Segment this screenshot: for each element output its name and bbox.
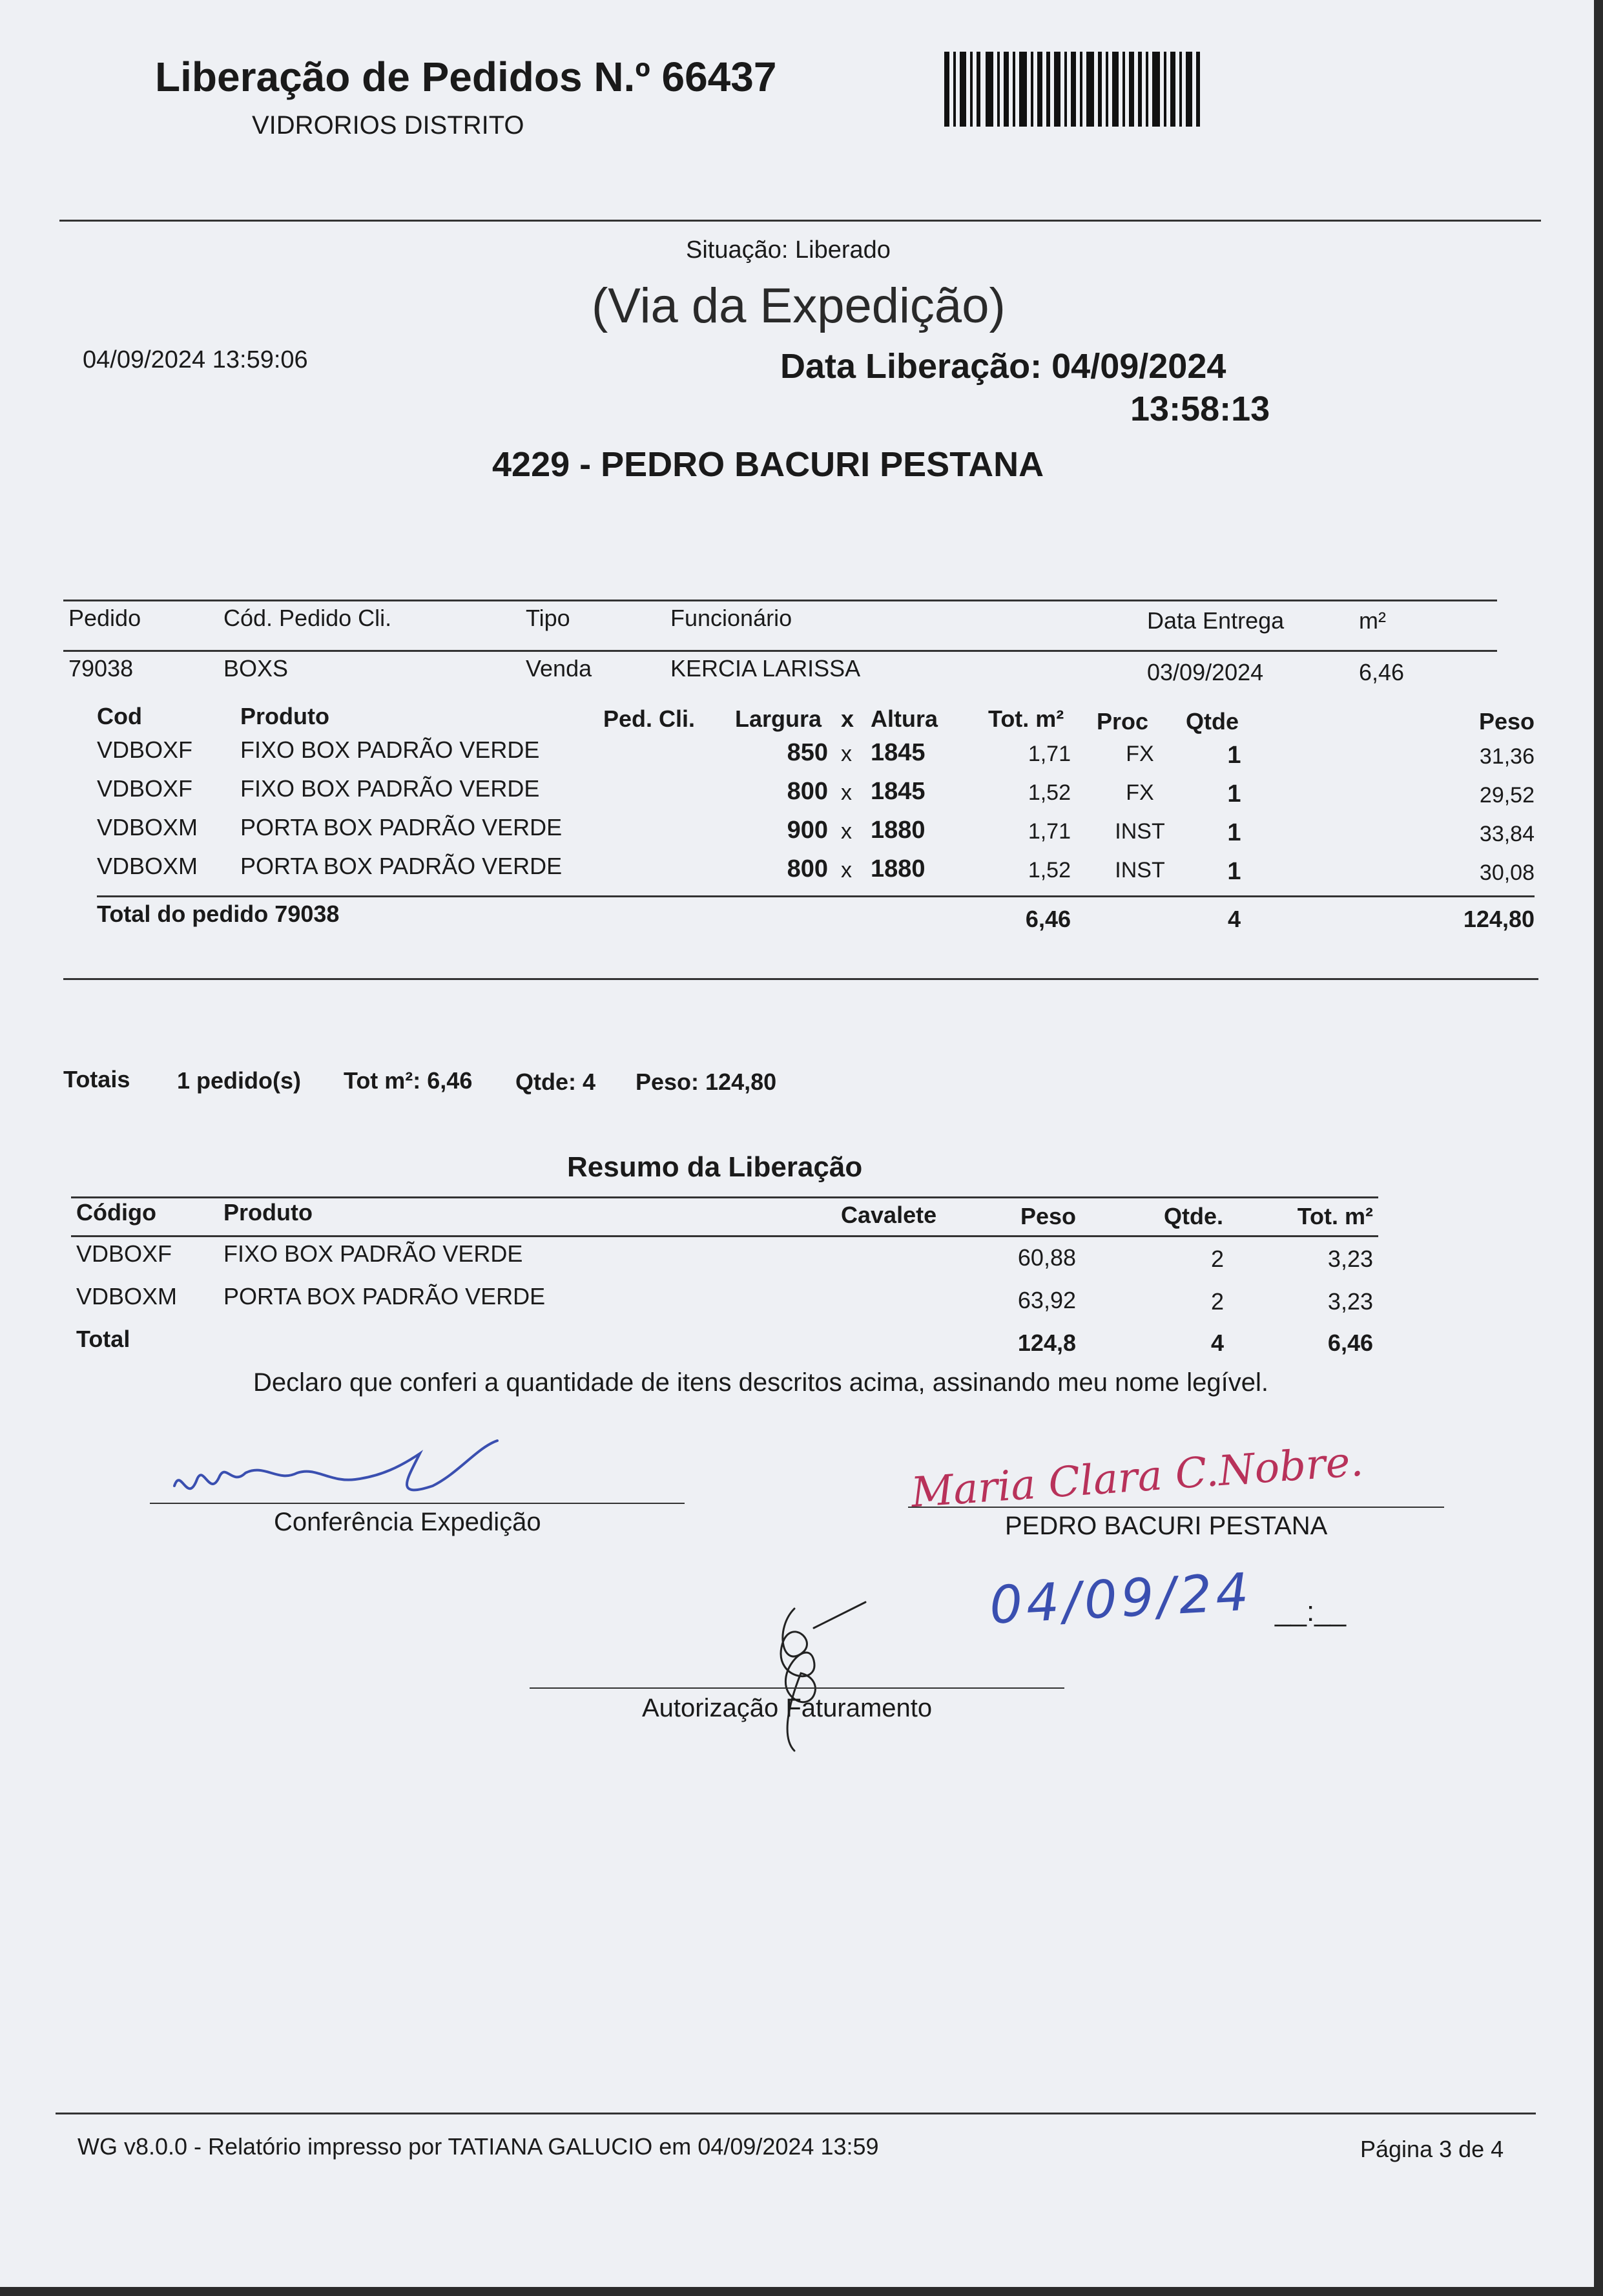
totals-pedidos: 1 pedido(s) [177,1067,302,1094]
item-produto: PORTA BOX PADRÃO VERDE [240,853,563,879]
item-qtde: 1 [1227,858,1241,885]
order-data-entrega: 03/09/2024 [1147,659,1264,685]
summary-produto: FIXO BOX PADRÃO VERDE [223,1240,523,1267]
item-largura: 800 [787,855,828,882]
item-peso: 31,36 [1479,744,1535,769]
conferencia-line [150,1503,685,1504]
summary-col-peso: Peso [1020,1203,1076,1229]
item-cod: VDBOXF [97,736,193,763]
footer-printed-by: WG v8.0.0 - Relatório impresso por TATIANA GALUCIO em 04/09/2024 13:59 [78,2133,879,2160]
order-cod-cli: BOXS [223,655,289,682]
conferencia-signature [161,1428,536,1518]
col-cod-cli: Cód. Pedido Cli. [223,605,392,631]
col-funcionario: Funcionário [670,605,792,631]
item-altura: 1880 [871,817,926,844]
client-signature: Maria Clara C.Nobre. [909,1437,1365,1518]
col-cod: Cod [97,703,142,729]
summary-tot-m2: 3,23 [1327,1246,1373,1272]
item-proc: FX [1126,742,1154,766]
col-tot-m2: Tot. m² [988,705,1064,732]
autorizacao-signature [749,1589,878,1757]
order-total-m2: 6,46 [1025,906,1071,932]
item-largura: 800 [787,778,828,805]
order-total-label: Total do pedido 79038 [97,901,340,927]
item-proc: INST [1115,819,1165,844]
col-altura: Altura [871,705,938,732]
order-tipo: Venda [526,655,592,682]
summary-total-peso: 124,8 [1017,1330,1076,1356]
declaration-text: Declaro que conferi a quantidade de itens descritos acima, assinando meu nome legível. [253,1368,1269,1397]
summary-col-produto: Produto [223,1199,313,1226]
client-signature-line [908,1507,1444,1508]
item-produto: FIXO BOX PADRÃO VERDE [240,736,540,763]
order-funcionario: KERCIA LARISSA [670,655,861,682]
items-total-rule [97,895,1535,897]
barcode [944,52,1203,129]
summary-total-qtde: 4 [1210,1330,1225,1356]
summary-col-cavalete: Cavalete [841,1202,937,1228]
item-peso: 29,52 [1479,783,1535,808]
order-total-peso: 124,80 [1463,906,1535,932]
item-cod: VDBOXM [97,853,198,879]
client-name: 4229 - PEDRO BACURI PESTANA [492,445,1044,484]
col-produto: Produto [240,703,329,729]
order-table-top-rule [63,600,1497,601]
col-largura: Largura [735,705,822,732]
company-name: VIDRORIOS DISTRITO [252,111,524,140]
summary-header-rule [71,1235,1378,1237]
item-produto: FIXO BOX PADRÃO VERDE [240,775,540,802]
order-m2: 6,46 [1359,659,1405,685]
item-cod: VDBOXM [97,814,198,840]
col-qtde: Qtde [1186,708,1239,735]
handwritten-date: 04/09/24 [988,1561,1254,1636]
client-signature-label: PEDRO BACURI PESTANA [1005,1512,1328,1540]
item-x: x [841,819,852,844]
summary-tot-m2: 3,23 [1327,1288,1373,1315]
summary-codigo: VDBOXF [76,1240,172,1267]
item-produto: PORTA BOX PADRÃO VERDE [240,814,563,840]
item-tot-m2: 1,71 [1028,742,1071,766]
item-qtde: 1 [1227,742,1241,769]
summary-codigo: VDBOXM [76,1283,178,1310]
time-blank: __:__ [1275,1596,1347,1627]
item-altura: 1845 [871,739,926,766]
summary-col-qtde: Qtde. [1163,1203,1223,1229]
summary-peso: 60,88 [1017,1244,1076,1271]
item-altura: 1845 [871,778,926,805]
item-largura: 900 [787,817,828,844]
copy-type-heading: (Via da Expedição) [592,278,1006,333]
summary-peso: 63,92 [1017,1287,1076,1313]
summary-top-rule [71,1196,1378,1198]
totals-qtde: Qtde: 4 [515,1069,596,1095]
summary-title: Resumo da Liberação [567,1151,863,1183]
totals-peso: Peso: 124,80 [636,1069,777,1095]
item-proc: INST [1115,858,1165,882]
totals-m2: Tot m²: 6,46 [344,1067,473,1094]
header-divider [59,220,1541,222]
document-title: Liberação de Pedidos N.º 66437 [155,54,777,100]
col-x: x [841,705,854,732]
col-peso: Peso [1478,708,1535,735]
item-x: x [841,858,852,882]
status-text: Situação: Liberado [686,236,891,264]
item-x: x [841,742,852,766]
item-proc: FX [1126,780,1154,805]
summary-produto: PORTA BOX PADRÃO VERDE [223,1283,546,1310]
printed-timestamp: 04/09/2024 13:59:06 [83,346,308,373]
item-tot-m2: 1,71 [1028,819,1071,844]
footer-page-number: Página 3 de 4 [1360,2136,1504,2162]
order-pedido: 79038 [68,655,134,682]
item-qtde: 1 [1227,780,1241,808]
col-pedido: Pedido [68,605,141,631]
summary-total-label: Total [76,1326,130,1352]
summary-total-m2: 6,46 [1327,1330,1373,1356]
item-peso: 30,08 [1479,861,1535,885]
order-total-qtde: 4 [1227,906,1241,932]
autorizacao-label: Autorização Faturamento [642,1694,933,1722]
item-x: x [841,780,852,805]
order-table-header-rule [63,650,1497,652]
item-altura: 1880 [871,855,926,882]
col-proc: Proc [1097,708,1149,735]
totals-label: Totais [63,1066,130,1092]
item-peso: 33,84 [1479,822,1535,846]
conferencia-label: Conferência Expedição [274,1508,541,1536]
section-divider [63,978,1538,980]
col-m2: m² [1359,607,1386,634]
footer-rule [56,2113,1536,2114]
col-data-entrega: Data Entrega [1147,607,1285,634]
item-qtde: 1 [1227,819,1241,846]
summary-qtde: 2 [1210,1246,1225,1272]
summary-col-codigo: Código [76,1199,156,1226]
col-ped-cli: Ped. Cli. [603,705,696,732]
autorizacao-line [530,1687,1064,1689]
item-tot-m2: 1,52 [1028,858,1071,882]
item-tot-m2: 1,52 [1028,780,1071,805]
release-time: 13:58:13 [1130,390,1270,428]
summary-qtde: 2 [1210,1288,1225,1315]
col-tipo: Tipo [526,605,570,631]
summary-col-tot-m2: Tot. m² [1297,1203,1373,1229]
item-largura: 850 [787,739,828,766]
item-cod: VDBOXF [97,775,193,802]
release-date: Data Liberação: 04/09/2024 [780,347,1226,386]
